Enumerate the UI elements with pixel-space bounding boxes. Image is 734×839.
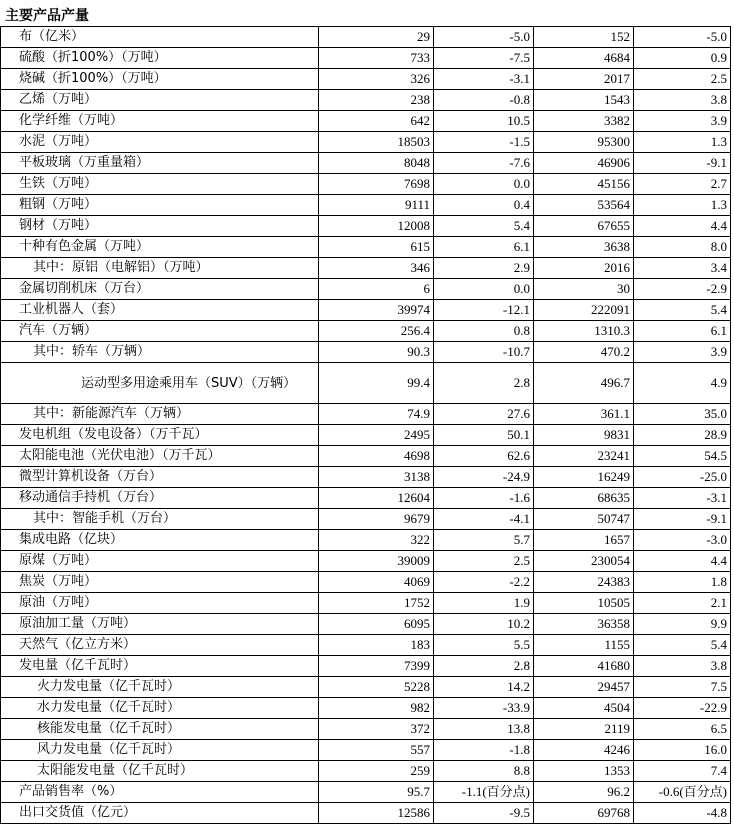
- current-output-cell: 99.4: [319, 363, 434, 404]
- cumulative-output-cell: 96.2: [534, 782, 634, 803]
- cumulative-output-cell: 152: [534, 27, 634, 48]
- current-growth-cell: -7.5: [434, 48, 534, 69]
- product-name-cell: 原油（万吨）: [1, 593, 319, 614]
- table-row: [1, 111, 731, 132]
- product-name-cell: 化学纤维（万吨）: [1, 111, 319, 132]
- cumulative-growth-cell: 0.9: [634, 48, 731, 69]
- current-growth-cell: 27.6: [434, 404, 534, 425]
- cumulative-growth-cell: 2.5: [634, 69, 731, 90]
- table-row: [1, 740, 731, 761]
- current-output-cell: 1752: [319, 593, 434, 614]
- table-row: [1, 782, 731, 803]
- current-output-cell: 5228: [319, 677, 434, 698]
- current-output-cell: 372: [319, 719, 434, 740]
- cumulative-output-cell: 10505: [534, 593, 634, 614]
- current-output-cell: 74.9: [319, 404, 434, 425]
- current-output-cell: 7698: [319, 174, 434, 195]
- product-name-cell: 产品销售率（%）: [1, 782, 319, 803]
- table-row: [1, 48, 731, 69]
- table-row: [1, 404, 731, 425]
- current-output-cell: 4069: [319, 572, 434, 593]
- table-row: [1, 132, 731, 153]
- current-output-cell: 3138: [319, 467, 434, 488]
- product-name-cell: 火力发电量（亿千瓦时）: [1, 677, 319, 698]
- product-name-cell: 焦炭（万吨）: [1, 572, 319, 593]
- table-row: [1, 153, 731, 174]
- cumulative-output-cell: 3382: [534, 111, 634, 132]
- current-output-cell: 12586: [319, 803, 434, 824]
- cumulative-output-cell: 230054: [534, 551, 634, 572]
- cumulative-output-cell: 46906: [534, 153, 634, 174]
- current-output-cell: 183: [319, 635, 434, 656]
- product-name-cell: 原煤（万吨）: [1, 551, 319, 572]
- cumulative-growth-cell: 2.1: [634, 593, 731, 614]
- product-name-cell: 其中：轿车（万辆）: [1, 342, 319, 363]
- current-growth-cell: 10.5: [434, 111, 534, 132]
- cumulative-output-cell: 36358: [534, 614, 634, 635]
- product-name-cell: 风力发电量（亿千瓦时）: [1, 740, 319, 761]
- cumulative-growth-cell: 5.4: [634, 300, 731, 321]
- table-row: [1, 509, 731, 530]
- table-row: [1, 300, 731, 321]
- cumulative-output-cell: 222091: [534, 300, 634, 321]
- cumulative-output-cell: 1155: [534, 635, 634, 656]
- table-row: [1, 698, 731, 719]
- current-output-cell: 256.4: [319, 321, 434, 342]
- cumulative-growth-cell: 6.5: [634, 719, 731, 740]
- current-growth-cell: -1.5: [434, 132, 534, 153]
- cumulative-output-cell: 16249: [534, 467, 634, 488]
- cumulative-growth-cell: 7.5: [634, 677, 731, 698]
- cumulative-growth-cell: 4.4: [634, 551, 731, 572]
- current-output-cell: 642: [319, 111, 434, 132]
- current-growth-cell: -12.1: [434, 300, 534, 321]
- cumulative-output-cell: 29457: [534, 677, 634, 698]
- table-heading: 主要产品产量: [5, 8, 89, 24]
- table-row: [1, 656, 731, 677]
- cumulative-growth-cell: 35.0: [634, 404, 731, 425]
- table-row: [1, 593, 731, 614]
- current-output-cell: 39974: [319, 300, 434, 321]
- current-growth-cell: -3.1: [434, 69, 534, 90]
- current-growth-cell: -1.6: [434, 488, 534, 509]
- cumulative-growth-cell: -4.8: [634, 803, 731, 824]
- current-output-cell: 6: [319, 279, 434, 300]
- current-growth-cell: -33.9: [434, 698, 534, 719]
- current-growth-cell: 5.7: [434, 530, 534, 551]
- cumulative-output-cell: 69768: [534, 803, 634, 824]
- cumulative-growth-cell: 54.5: [634, 446, 731, 467]
- current-output-cell: 39009: [319, 551, 434, 572]
- cumulative-growth-cell: 9.9: [634, 614, 731, 635]
- cumulative-growth-cell: 1.3: [634, 195, 731, 216]
- cumulative-output-cell: 496.7: [534, 363, 634, 404]
- current-growth-cell: 0.8: [434, 321, 534, 342]
- cumulative-growth-cell: 4.9: [634, 363, 731, 404]
- cumulative-output-cell: 361.1: [534, 404, 634, 425]
- current-output-cell: 29: [319, 27, 434, 48]
- table-row: [1, 446, 731, 467]
- current-growth-cell: 0.0: [434, 279, 534, 300]
- current-growth-cell: 5.4: [434, 216, 534, 237]
- table-row: [1, 279, 731, 300]
- current-growth-cell: 6.1: [434, 237, 534, 258]
- table-row: [1, 614, 731, 635]
- cumulative-growth-cell: 3.8: [634, 656, 731, 677]
- product-name-cell: 运动型多用途乘用车（SUV）（万辆）: [1, 363, 319, 404]
- current-growth-cell: 2.8: [434, 363, 534, 404]
- product-output-table: [0, 26, 731, 824]
- product-name-cell: 移动通信手持机（万台）: [1, 488, 319, 509]
- current-output-cell: 18503: [319, 132, 434, 153]
- table-row: [1, 258, 731, 279]
- current-output-cell: 6095: [319, 614, 434, 635]
- cumulative-growth-cell: -3.0: [634, 530, 731, 551]
- current-growth-cell: -24.9: [434, 467, 534, 488]
- current-output-cell: 238: [319, 90, 434, 111]
- cumulative-output-cell: 2119: [534, 719, 634, 740]
- cumulative-growth-cell: 2.7: [634, 174, 731, 195]
- cumulative-growth-cell: -5.0: [634, 27, 731, 48]
- product-name-cell: 烧碱（折100%）（万吨）: [1, 69, 319, 90]
- current-output-cell: 733: [319, 48, 434, 69]
- cumulative-output-cell: 24383: [534, 572, 634, 593]
- current-output-cell: 7399: [319, 656, 434, 677]
- current-growth-cell: -7.6: [434, 153, 534, 174]
- product-name-cell: 发电量（亿千瓦时）: [1, 656, 319, 677]
- current-output-cell: 322: [319, 530, 434, 551]
- cumulative-growth-cell: 1.3: [634, 132, 731, 153]
- current-growth-cell: 5.5: [434, 635, 534, 656]
- table-row: [1, 90, 731, 111]
- product-name-cell: 水泥（万吨）: [1, 132, 319, 153]
- cumulative-output-cell: 23241: [534, 446, 634, 467]
- cumulative-output-cell: 9831: [534, 425, 634, 446]
- cumulative-growth-cell: 3.8: [634, 90, 731, 111]
- product-name-cell: 天然气（亿立方米）: [1, 635, 319, 656]
- product-name-cell: 核能发电量（亿千瓦时）: [1, 719, 319, 740]
- cumulative-growth-cell: 5.4: [634, 635, 731, 656]
- current-output-cell: 90.3: [319, 342, 434, 363]
- table-row: [1, 761, 731, 782]
- table-row: [1, 467, 731, 488]
- current-growth-cell: -5.0: [434, 27, 534, 48]
- table-row: [1, 425, 731, 446]
- current-growth-cell: 0.4: [434, 195, 534, 216]
- cumulative-growth-cell: -9.1: [634, 153, 731, 174]
- cumulative-growth-cell: -2.9: [634, 279, 731, 300]
- current-output-cell: 9679: [319, 509, 434, 530]
- cumulative-growth-cell: 3.9: [634, 342, 731, 363]
- cumulative-growth-cell: 16.0: [634, 740, 731, 761]
- cumulative-output-cell: 50747: [534, 509, 634, 530]
- table-row: [1, 321, 731, 342]
- table-row: [1, 237, 731, 258]
- cumulative-growth-cell: 7.4: [634, 761, 731, 782]
- current-growth-cell: 2.8: [434, 656, 534, 677]
- current-growth-cell: -4.1: [434, 509, 534, 530]
- cumulative-growth-cell: -0.6(百分点): [634, 782, 731, 803]
- current-output-cell: 326: [319, 69, 434, 90]
- product-name-cell: 其中：智能手机（万台）: [1, 509, 319, 530]
- table-row: [1, 803, 731, 824]
- current-growth-cell: 0.0: [434, 174, 534, 195]
- product-name-cell: 平板玻璃（万重量箱）: [1, 153, 319, 174]
- current-output-cell: 9111: [319, 195, 434, 216]
- current-growth-cell: 50.1: [434, 425, 534, 446]
- cumulative-output-cell: 4504: [534, 698, 634, 719]
- current-output-cell: 2495: [319, 425, 434, 446]
- current-growth-cell: -9.5: [434, 803, 534, 824]
- cumulative-growth-cell: 6.1: [634, 321, 731, 342]
- product-name-cell: 太阳能发电量（亿千瓦时）: [1, 761, 319, 782]
- current-output-cell: 8048: [319, 153, 434, 174]
- cumulative-output-cell: 68635: [534, 488, 634, 509]
- table-row: [1, 719, 731, 740]
- table-row: [1, 572, 731, 593]
- cumulative-output-cell: 2017: [534, 69, 634, 90]
- cumulative-growth-cell: -3.1: [634, 488, 731, 509]
- current-growth-cell: -0.8: [434, 90, 534, 111]
- cumulative-output-cell: 1353: [534, 761, 634, 782]
- product-name-cell: 金属切削机床（万台）: [1, 279, 319, 300]
- table-row: [1, 363, 731, 404]
- current-growth-cell: 10.2: [434, 614, 534, 635]
- current-output-cell: 4698: [319, 446, 434, 467]
- current-growth-cell: 2.9: [434, 258, 534, 279]
- table-row: [1, 677, 731, 698]
- table-row: [1, 174, 731, 195]
- current-growth-cell: 2.5: [434, 551, 534, 572]
- current-growth-cell: -2.2: [434, 572, 534, 593]
- product-name-cell: 其中：新能源汽车（万辆）: [1, 404, 319, 425]
- current-growth-cell: -1.1(百分点): [434, 782, 534, 803]
- table-row: [1, 488, 731, 509]
- current-growth-cell: 13.8: [434, 719, 534, 740]
- product-name-cell: 原油加工量（万吨）: [1, 614, 319, 635]
- cumulative-growth-cell: -22.9: [634, 698, 731, 719]
- product-name-cell: 水力发电量（亿千瓦时）: [1, 698, 319, 719]
- product-name-cell: 发电机组（发电设备）（万千瓦）: [1, 425, 319, 446]
- current-growth-cell: 14.2: [434, 677, 534, 698]
- current-growth-cell: -10.7: [434, 342, 534, 363]
- cumulative-growth-cell: 28.9: [634, 425, 731, 446]
- cumulative-output-cell: 4246: [534, 740, 634, 761]
- cumulative-output-cell: 95300: [534, 132, 634, 153]
- cumulative-output-cell: 45156: [534, 174, 634, 195]
- current-growth-cell: 62.6: [434, 446, 534, 467]
- product-name-cell: 粗钢（万吨）: [1, 195, 319, 216]
- current-output-cell: 615: [319, 237, 434, 258]
- cumulative-output-cell: 41680: [534, 656, 634, 677]
- cumulative-output-cell: 1657: [534, 530, 634, 551]
- current-output-cell: 12008: [319, 216, 434, 237]
- cumulative-growth-cell: 3.4: [634, 258, 731, 279]
- product-name-cell: 乙烯（万吨）: [1, 90, 319, 111]
- product-name-cell: 其中：原铝（电解铝）（万吨）: [1, 258, 319, 279]
- table-row: [1, 216, 731, 237]
- table-row: [1, 530, 731, 551]
- current-output-cell: 557: [319, 740, 434, 761]
- cumulative-output-cell: 1543: [534, 90, 634, 111]
- cumulative-output-cell: 2016: [534, 258, 634, 279]
- cumulative-output-cell: 470.2: [534, 342, 634, 363]
- product-name-cell: 十种有色金属（万吨）: [1, 237, 319, 258]
- current-output-cell: 982: [319, 698, 434, 719]
- cumulative-growth-cell: 4.4: [634, 216, 731, 237]
- current-growth-cell: 8.8: [434, 761, 534, 782]
- cumulative-output-cell: 1310.3: [534, 321, 634, 342]
- cumulative-output-cell: 53564: [534, 195, 634, 216]
- cumulative-output-cell: 4684: [534, 48, 634, 69]
- current-growth-cell: -1.8: [434, 740, 534, 761]
- cumulative-output-cell: 67655: [534, 216, 634, 237]
- cumulative-growth-cell: -25.0: [634, 467, 731, 488]
- table-row: [1, 69, 731, 90]
- product-name-cell: 集成电路（亿块）: [1, 530, 319, 551]
- table-row: [1, 195, 731, 216]
- product-name-cell: 布（亿米）: [1, 27, 319, 48]
- table-row: [1, 342, 731, 363]
- cumulative-growth-cell: 1.8: [634, 572, 731, 593]
- cumulative-output-cell: 3638: [534, 237, 634, 258]
- cumulative-growth-cell: 8.0: [634, 237, 731, 258]
- current-output-cell: 12604: [319, 488, 434, 509]
- cumulative-output-cell: 30: [534, 279, 634, 300]
- current-output-cell: 95.7: [319, 782, 434, 803]
- table-row: [1, 27, 731, 48]
- product-name-cell: 硫酸（折100%）（万吨）: [1, 48, 319, 69]
- product-name-cell: 生铁（万吨）: [1, 174, 319, 195]
- table-row: [1, 635, 731, 656]
- product-name-cell: 汽车（万辆）: [1, 321, 319, 342]
- current-output-cell: 346: [319, 258, 434, 279]
- table-row: [1, 551, 731, 572]
- product-name-cell: 钢材（万吨）: [1, 216, 319, 237]
- current-output-cell: 259: [319, 761, 434, 782]
- product-name-cell: 出口交货值（亿元）: [1, 803, 319, 824]
- cumulative-growth-cell: -9.1: [634, 509, 731, 530]
- cumulative-growth-cell: 3.9: [634, 111, 731, 132]
- current-growth-cell: 1.9: [434, 593, 534, 614]
- product-name-cell: 工业机器人（套）: [1, 300, 319, 321]
- product-name-cell: 太阳能电池（光伏电池）（万千瓦）: [1, 446, 319, 467]
- product-name-cell: 微型计算机设备（万台）: [1, 467, 319, 488]
